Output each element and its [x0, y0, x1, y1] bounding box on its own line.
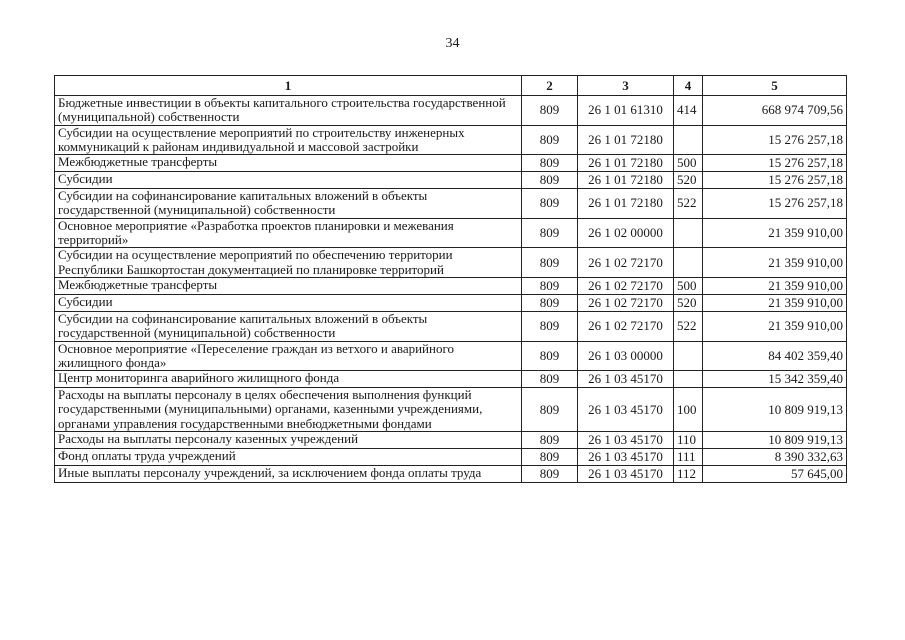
row-name: Расходы на выплаты персоналу в целях обеспечения выполнения функций государственными (муниципальными) органами, казенными учреждениями, органами управления государственными внебюджетными фондами [55, 388, 522, 432]
row-csr: 26 1 02 72170 [578, 294, 674, 311]
row-sum: 21 359 910,00 [703, 218, 847, 248]
row-code: 809 [522, 432, 578, 449]
row-code: 809 [522, 311, 578, 341]
row-code: 809 [522, 96, 578, 126]
table-row [55, 449, 847, 466]
row-vr: 111 [674, 449, 703, 466]
row-sum: 10 809 919,13 [703, 388, 847, 432]
row-name: Основное мероприятие «Переселение граждан из ветхого и аварийного жилищного фонда» [55, 341, 522, 371]
row-name: Субсидии на осуществление мероприятий по обеспечению территории Республики Башкортостан документацией по планировке территорий [55, 248, 522, 278]
row-name: Основное мероприятие «Разработка проектов планировки и межевания территорий» [55, 218, 522, 248]
row-csr: 26 1 03 45170 [578, 371, 674, 388]
row-vr: 112 [674, 466, 703, 483]
row-vr: 500 [674, 155, 703, 172]
table-row [55, 155, 847, 172]
table-row [55, 172, 847, 189]
row-code: 809 [522, 277, 578, 294]
row-vr [674, 341, 703, 371]
row-name: Бюджетные инвестиции в объекты капитального строительства государственной (муниципальной) собственности [55, 96, 522, 126]
row-name: Субсидии на осуществление мероприятий по строительству инженерных коммуникаций к районам индивидуальной и массовой застройки [55, 125, 522, 155]
row-sum: 21 359 910,00 [703, 311, 847, 341]
row-name: Субсидии [55, 294, 522, 311]
row-vr: 520 [674, 294, 703, 311]
row-code: 809 [522, 248, 578, 278]
table-row [55, 466, 847, 483]
row-csr: 26 1 03 45170 [578, 388, 674, 432]
row-code: 809 [522, 125, 578, 155]
row-vr: 520 [674, 172, 703, 189]
row-sum: 15 276 257,18 [703, 155, 847, 172]
row-sum: 8 390 332,63 [703, 449, 847, 466]
table-row [55, 277, 847, 294]
row-sum: 15 276 257,18 [703, 172, 847, 189]
row-vr [674, 371, 703, 388]
row-sum: 21 359 910,00 [703, 248, 847, 278]
row-name: Субсидии на софинансирование капитальных вложений в объекты государственной (муниципальной) собственности [55, 311, 522, 341]
header-col-csr: 3 [578, 76, 674, 96]
header-col-vr: 4 [674, 76, 703, 96]
row-sum: 21 359 910,00 [703, 294, 847, 311]
table-row [55, 371, 847, 388]
row-vr: 522 [674, 311, 703, 341]
row-code: 809 [522, 388, 578, 432]
row-sum: 668 974 709,56 [703, 96, 847, 126]
row-code: 809 [522, 449, 578, 466]
page-number: 34 [445, 36, 460, 51]
row-name: Межбюджетные трансферты [55, 155, 522, 172]
header-col-name: 1 [55, 76, 522, 96]
row-vr: 500 [674, 277, 703, 294]
header-col-sum: 5 [703, 76, 847, 96]
row-name: Иные выплаты персоналу учреждений, за исключением фонда оплаты труда [55, 466, 522, 483]
row-csr: 26 1 03 45170 [578, 432, 674, 449]
row-code: 809 [522, 294, 578, 311]
row-csr: 26 1 01 72180 [578, 189, 674, 219]
table-row [55, 294, 847, 311]
row-name: Фонд оплаты труда учреждений [55, 449, 522, 466]
row-name: Межбюджетные трансферты [55, 277, 522, 294]
header-col-code: 2 [522, 76, 578, 96]
row-csr: 26 1 02 00000 [578, 218, 674, 248]
table-row [55, 432, 847, 449]
row-csr: 26 1 03 00000 [578, 341, 674, 371]
row-csr: 26 1 02 72170 [578, 277, 674, 294]
table-row [55, 125, 847, 155]
row-csr: 26 1 02 72170 [578, 248, 674, 278]
row-code: 809 [522, 189, 578, 219]
row-name: Субсидии на софинансирование капитальных вложений в объекты государственной (муниципальной) собственности [55, 189, 522, 219]
row-vr: 522 [674, 189, 703, 219]
row-code: 809 [522, 155, 578, 172]
row-sum: 15 342 359,40 [703, 371, 847, 388]
row-csr: 26 1 01 61310 [578, 96, 674, 126]
row-csr: 26 1 01 72180 [578, 155, 674, 172]
row-sum: 10 809 919,13 [703, 432, 847, 449]
table-row [55, 218, 847, 248]
row-vr: 100 [674, 388, 703, 432]
row-csr: 26 1 01 72180 [578, 125, 674, 155]
row-code: 809 [522, 341, 578, 371]
row-sum: 15 276 257,18 [703, 189, 847, 219]
row-vr: 110 [674, 432, 703, 449]
row-csr: 26 1 03 45170 [578, 466, 674, 483]
table-row [55, 189, 847, 219]
row-code: 809 [522, 466, 578, 483]
budget-table [54, 75, 847, 483]
row-sum: 21 359 910,00 [703, 277, 847, 294]
table-row [55, 96, 847, 126]
row-vr [674, 248, 703, 278]
row-code: 809 [522, 218, 578, 248]
table-row [55, 341, 847, 371]
row-code: 809 [522, 371, 578, 388]
row-csr: 26 1 03 45170 [578, 449, 674, 466]
row-sum: 84 402 359,40 [703, 341, 847, 371]
row-name: Расходы на выплаты персоналу казенных учреждений [55, 432, 522, 449]
row-code: 809 [522, 172, 578, 189]
row-vr: 414 [674, 96, 703, 126]
row-name: Центр мониторинга аварийного жилищного фонда [55, 371, 522, 388]
row-vr [674, 125, 703, 155]
row-vr [674, 218, 703, 248]
row-csr: 26 1 02 72170 [578, 311, 674, 341]
row-sum: 15 276 257,18 [703, 125, 847, 155]
row-csr: 26 1 01 72180 [578, 172, 674, 189]
table-row [55, 248, 847, 278]
row-sum: 57 645,00 [703, 466, 847, 483]
table-row [55, 311, 847, 341]
header-row [55, 76, 847, 96]
table-row [55, 388, 847, 432]
row-name: Субсидии [55, 172, 522, 189]
